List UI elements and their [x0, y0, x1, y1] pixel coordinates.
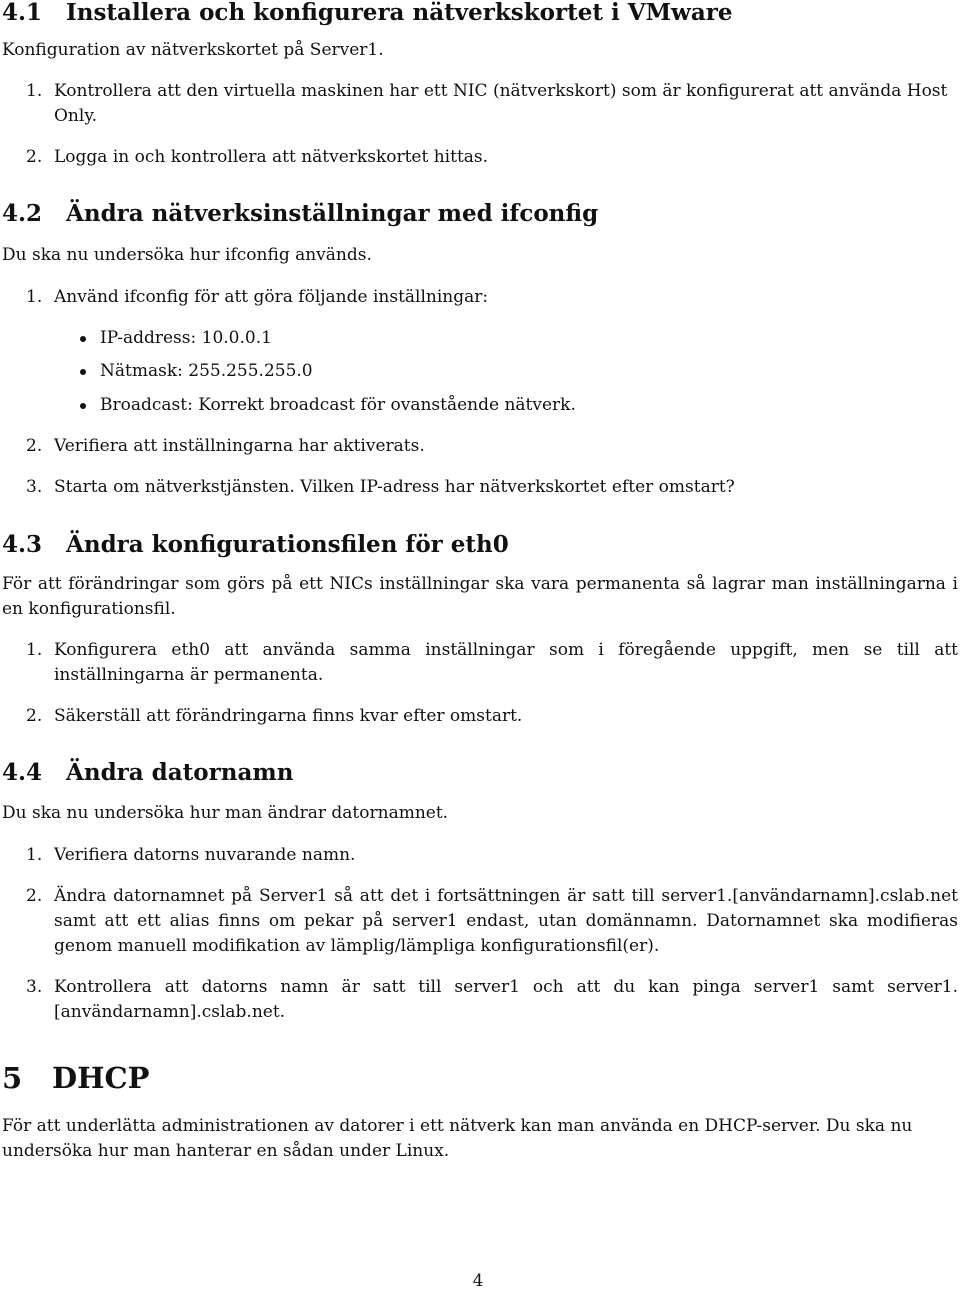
list-marker: 2. — [26, 706, 43, 726]
bullet-item-text: Broadcast: Korrekt broadcast för ovanstående nätverk. — [100, 395, 576, 415]
list-marker: 2. — [26, 147, 43, 167]
list-marker: 1. — [26, 845, 43, 865]
list-item-text: Ändra datornamnet på Server1 så att det i fortsättningen är satt till server1.[användarnamn].cslab.net samt att ett alias finns om pekar på server1 endast, utan domännamn. Datornamnet ska modifieras genom manuell modifikation av lämplig/lämpliga konfigurationsfil(er). — [54, 886, 958, 956]
section-number: 4.4 — [2, 759, 43, 786]
list-item-text: Verifiera datorns nuvarande namn. — [54, 845, 356, 865]
bullet-item-text: Nätmask: 255.255.255.0 — [100, 361, 313, 381]
section-intro: För att underlätta administrationen av datorer i ett nätverk kan man använda en DHCP-server. Du ska nu undersöka hur man hanterar en sådan under Linux. — [2, 1116, 913, 1161]
section-title: Ändra datornamn — [66, 759, 294, 786]
section-heading-4-1 — [2, 0, 958, 26]
list-item-text: Använd ifconfig för att göra följande inställningar: — [54, 287, 489, 307]
list-marker: 2. — [26, 436, 43, 456]
section-heading-5 — [2, 1062, 958, 1094]
section-heading-4-2 — [2, 201, 958, 227]
section-intro: Du ska nu undersöka hur ifconfig används. — [2, 245, 372, 265]
bullet-icon — [80, 336, 86, 342]
section-title: Ändra konfigurationsfilen för eth0 — [66, 531, 509, 558]
section-number: 5 — [2, 1061, 23, 1095]
list-marker: 1. — [26, 81, 43, 101]
list-item — [26, 704, 958, 729]
section-intro: För att förändringar som görs på ett NICs inställningar ska vara permanenta så lagrar man inställningarna i en konfigurationsfil. — [2, 574, 958, 619]
section-heading-4-4 — [2, 760, 958, 786]
section-title: DHCP — [52, 1061, 150, 1095]
list-marker: 1. — [26, 640, 43, 660]
list-marker: 3. — [26, 477, 43, 497]
bullet-icon — [80, 369, 86, 375]
section-heading-4-3 — [2, 532, 958, 558]
bullet-icon — [80, 403, 86, 409]
bullet-item — [80, 393, 958, 418]
list-item — [26, 434, 958, 459]
section-number: 4.3 — [2, 531, 43, 558]
list-item — [26, 975, 958, 1025]
bullet-item-text: IP-address: 10.0.0.1 — [100, 328, 272, 348]
list-marker: 2. — [26, 886, 43, 906]
list-item — [26, 884, 958, 959]
list-item-text: Säkerställ att förändringarna finns kvar efter omstart. — [54, 706, 523, 726]
list-item — [26, 638, 958, 688]
list-item-text: Verifiera att inställningarna har aktiverats. — [54, 436, 425, 456]
list-item — [26, 145, 958, 170]
bullet-item — [80, 326, 958, 351]
list-item — [26, 843, 958, 868]
list-item — [26, 475, 958, 500]
page-number: 4 — [472, 1271, 484, 1291]
list-item-text: Starta om nätverkstjänsten. Vilken IP-adress har nätverkskortet efter omstart? — [54, 477, 735, 497]
section-intro: Konfiguration av nätverkskortet på Server1. — [2, 40, 384, 60]
list-item — [26, 285, 958, 310]
list-marker: 1. — [26, 287, 43, 307]
section-number: 4.2 — [2, 200, 43, 227]
list-item-text: Kontrollera att den virtuella maskinen har ett NIC (nätverkskort) som är konfigurerat att använda Host Only. — [54, 81, 948, 126]
section-number: 4.1 — [2, 0, 43, 26]
bullet-item — [80, 359, 958, 384]
document-page — [2, 0, 958, 1292]
list-item-text: Konfigurera eth0 att använda samma inställningar som i föregående uppgift, men se till att inställningarna är permanenta. — [54, 640, 958, 685]
list-marker: 3. — [26, 977, 43, 997]
list-item — [26, 79, 958, 129]
list-item-text: Kontrollera att datorns namn är satt till server1 och att du kan pinga server1 samt server1.[användarnamn].cslab.net. — [54, 977, 958, 1022]
section-title: Ändra nätverksinställningar med ifconfig — [66, 200, 599, 227]
list-item-text: Logga in och kontrollera att nätverkskortet hittas. — [54, 147, 489, 167]
section-intro: Du ska nu undersöka hur man ändrar datornamnet. — [2, 803, 449, 823]
section-title: Installera och konfigurera nätverkskortet i VMware — [66, 0, 733, 26]
